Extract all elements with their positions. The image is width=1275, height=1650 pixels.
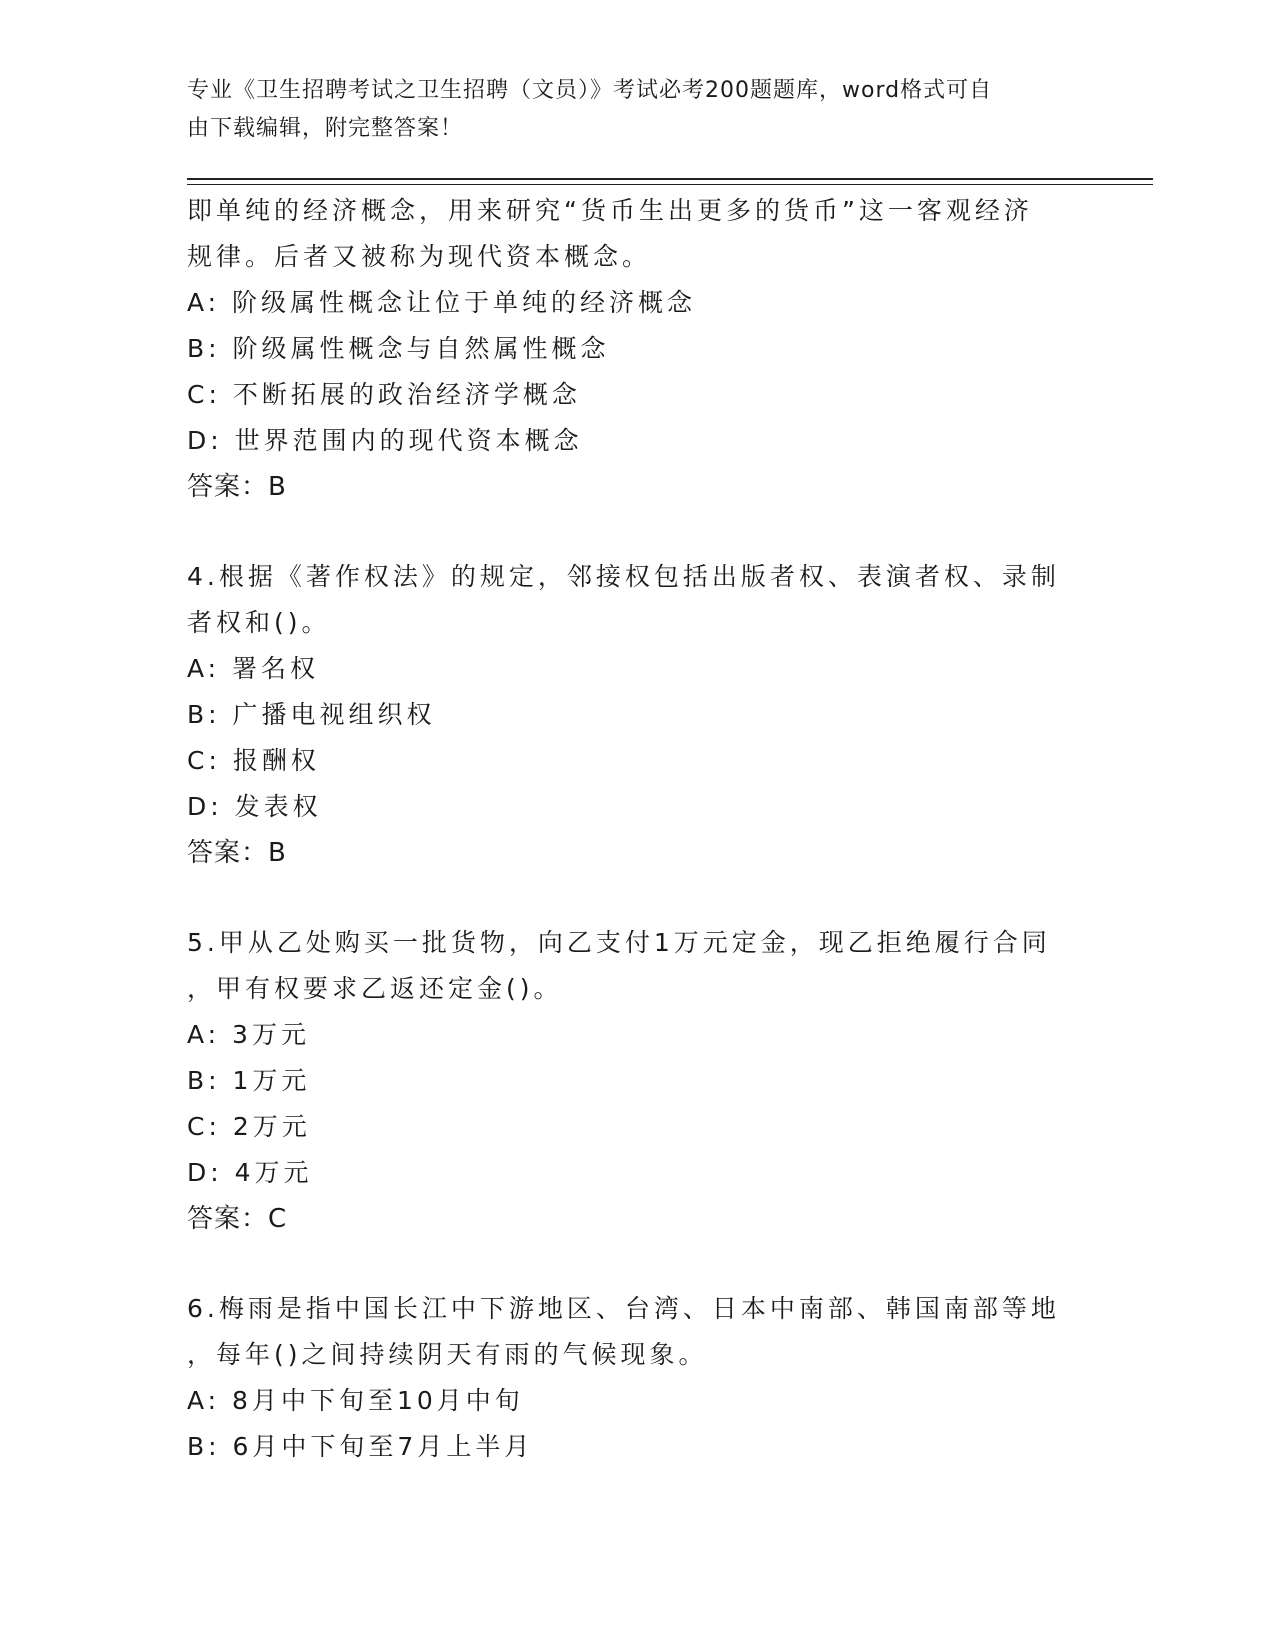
question-list	[187, 188, 1067, 1470]
document-header	[187, 72, 1067, 148]
question-stem: 即单纯的经济概念，用来研究“货币生出更多的货币”这一客观经济	[187, 196, 1033, 225]
header-divider-thick	[187, 178, 1153, 180]
question-stem: 6.梅雨是指中国长江中下游地区、台湾、日本中南部、韩国南部等地	[187, 1294, 1060, 1323]
question-4	[187, 554, 1067, 876]
question-stem: ，每年()之间持续阴天有雨的气候现象。	[187, 1340, 708, 1369]
option-c: C: 报酬权	[187, 746, 320, 775]
option-c: C: 不断拓展的政治经济学概念	[187, 380, 581, 409]
option-a: A: 3万元	[187, 1020, 310, 1049]
option-b: B: 1万元	[187, 1066, 311, 1095]
question-3	[187, 188, 1067, 510]
option-a: A: 阶级属性概念让位于单纯的经济概念	[187, 288, 697, 317]
question-stem: 规律。后者又被称为现代资本概念。	[187, 242, 652, 271]
option-b: B: 6月中下旬至7月上半月	[187, 1432, 534, 1461]
header-line-2: 由下载编辑，附完整答案！	[187, 116, 464, 141]
question-spacer	[187, 1242, 1067, 1286]
answer: 答案：B	[187, 838, 287, 868]
option-a: A: 8月中下旬至10月中旬	[187, 1386, 524, 1415]
question-6	[187, 1286, 1067, 1470]
question-5	[187, 920, 1067, 1242]
option-b: B: 阶级属性概念与自然属性概念	[187, 334, 610, 363]
question-spacer	[187, 876, 1067, 920]
option-b: B: 广播电视组织权	[187, 700, 436, 729]
answer: 答案：B	[187, 472, 287, 502]
question-stem: ，甲有权要求乙返还定金()。	[187, 974, 563, 1003]
question-spacer	[187, 510, 1067, 554]
option-c: C: 2万元	[187, 1112, 311, 1141]
question-stem: 5.甲从乙处购买一批货物，向乙支付1万元定金，现乙拒绝履行合同	[187, 928, 1051, 957]
option-d: D: 发表权	[187, 792, 322, 821]
option-d: D: 4万元	[187, 1158, 313, 1187]
question-stem: 4.根据《著作权法》的规定，邻接权包括出版者权、表演者权、录制	[187, 562, 1060, 591]
header-line-1: 专业《卫生招聘考试之卫生招聘（文员）》考试必考200题题库，word格式可自	[187, 78, 993, 103]
question-stem: 者权和()。	[187, 608, 331, 637]
answer: 答案：C	[187, 1204, 288, 1234]
option-d: D: 世界范围内的现代资本概念	[187, 426, 583, 455]
option-a: A: 署名权	[187, 654, 320, 683]
header-divider-thin	[187, 184, 1153, 185]
